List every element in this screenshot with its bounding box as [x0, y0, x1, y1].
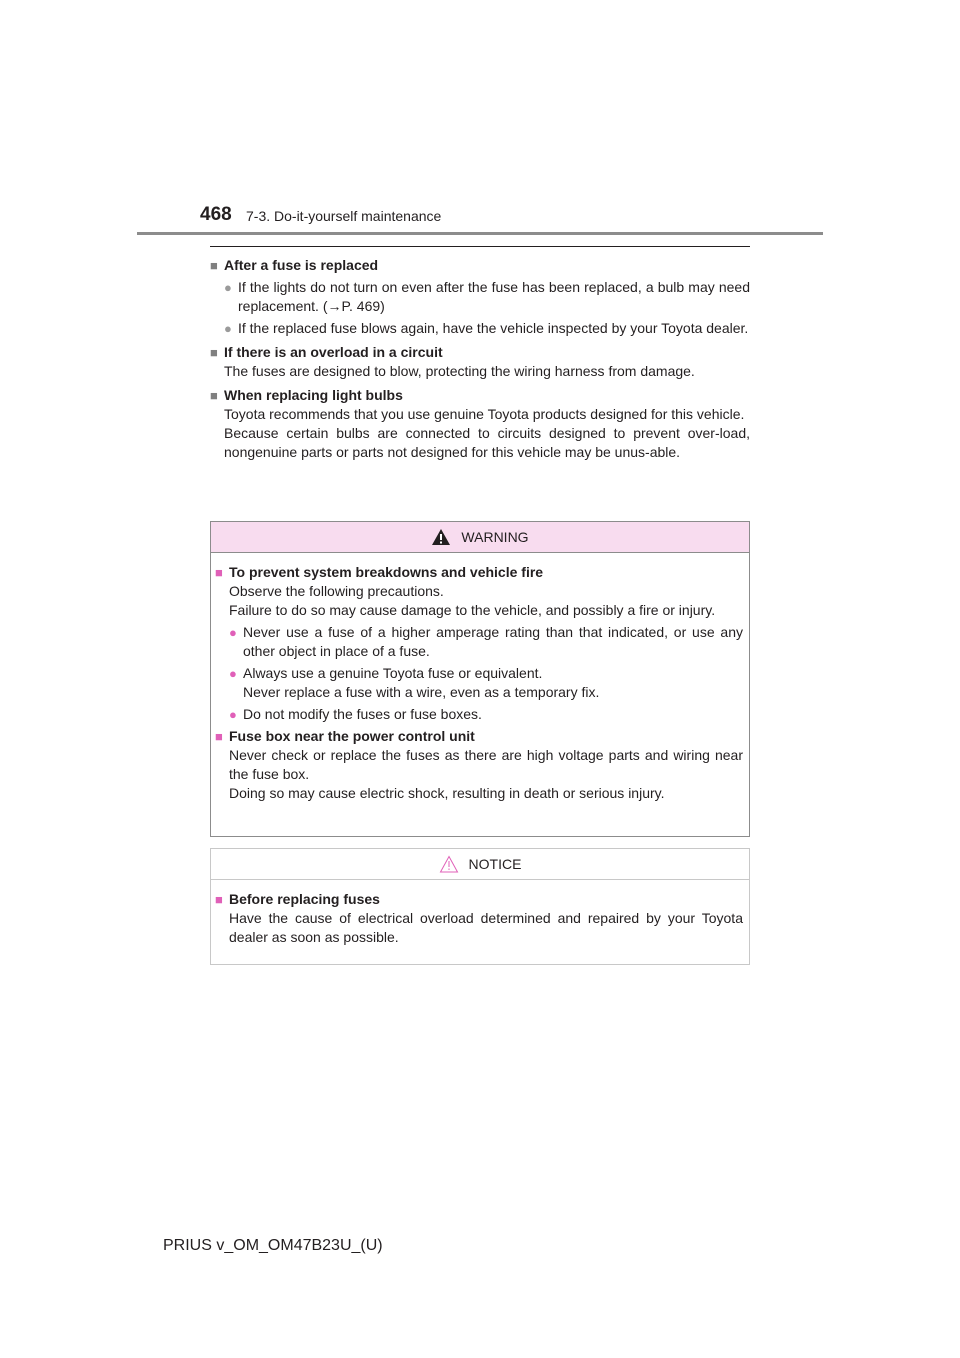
- section-heading: ■ To prevent system breakdowns and vehicle fire: [215, 564, 544, 580]
- warning-box: [210, 521, 750, 837]
- circle-bullet-icon: ●: [224, 280, 232, 295]
- paragraph: Have the cause of electrical overload determined and repaired by your Toyota dealer as soon as possible.: [229, 910, 743, 945]
- square-bullet-icon: ■: [215, 892, 223, 907]
- notice-box: [210, 848, 750, 965]
- paragraph: Doing so may cause electric shock, resulting in death or serious injury.: [229, 785, 665, 801]
- header-rule: [137, 232, 823, 235]
- square-bullet-icon: ■: [210, 258, 218, 273]
- section-heading: ■ Fuse box near the power control unit: [215, 728, 475, 744]
- footer-doc-id: PRIUS v_OM_OM47B23U_(U): [163, 1237, 383, 1254]
- caution-triangle-icon: [439, 855, 459, 873]
- section-heading: ■ Before replacing fuses: [215, 891, 380, 907]
- square-bullet-icon: ■: [210, 388, 218, 403]
- square-bullet-icon: ■: [210, 345, 218, 360]
- circle-bullet-icon: ●: [229, 707, 237, 722]
- list-item: ● Always use a genuine Toyota fuse or equivalent. Never replace a fuse with a wire, even as a temporary fix.: [229, 665, 600, 700]
- list-item: ● If the replaced fuse blows again, have the vehicle inspected by your Toyota dealer.: [224, 320, 749, 336]
- notice-label: NOTICE: [468, 856, 522, 872]
- list-item: ● Do not modify the fuses or fuse boxes.: [229, 706, 482, 722]
- page-number: 468: [200, 204, 232, 225]
- section-heading: ■ When replacing light bulbs: [210, 387, 403, 403]
- paragraph: Never check or replace the fuses as there are high voltage parts and wiring near the fuse box.: [229, 747, 743, 782]
- paragraph: Observe the following precautions.: [229, 583, 444, 599]
- warning-label: WARNING: [461, 529, 529, 545]
- section-title: 7-3. Do-it-yourself maintenance: [246, 208, 442, 224]
- notice-header: [211, 849, 749, 880]
- warning-header: [211, 522, 749, 553]
- paragraph: Toyota recommends that you use genuine Toyota products designed for this vehicle.: [224, 406, 745, 422]
- circle-bullet-icon: ●: [224, 321, 232, 336]
- section-heading: ■ After a fuse is replaced: [210, 257, 379, 273]
- content-rule: [210, 246, 750, 247]
- circle-bullet-icon: ●: [229, 625, 237, 640]
- main-content: [210, 256, 750, 462]
- warning-triangle-icon: [431, 528, 451, 546]
- warning-body: [211, 553, 749, 803]
- paragraph: Because certain bulbs are connected to circuits designed to prevent over-load, nongenuine parts or parts not designed for this vehicle may be unus-able.: [224, 425, 750, 460]
- circle-bullet-icon: ●: [229, 666, 237, 681]
- list-item: ● Never use a fuse of a higher amperage rating than that indicated, or use any other object in place of a fuse.: [229, 624, 743, 659]
- square-bullet-icon: ■: [215, 729, 223, 744]
- paragraph: Failure to do so may cause damage to the vehicle, and possibly a fire or injury.: [229, 602, 716, 618]
- section-heading: ■ If there is an overload in a circuit: [210, 344, 443, 360]
- square-bullet-icon: ■: [215, 565, 223, 580]
- notice-body: [211, 880, 749, 947]
- list-item: ● If the lights do not turn on even after the fuse has been replaced, a bulb may need replacement. (→P. 469): [224, 279, 750, 314]
- paragraph: The fuses are designed to blow, protecting the wiring harness from damage.: [224, 363, 695, 379]
